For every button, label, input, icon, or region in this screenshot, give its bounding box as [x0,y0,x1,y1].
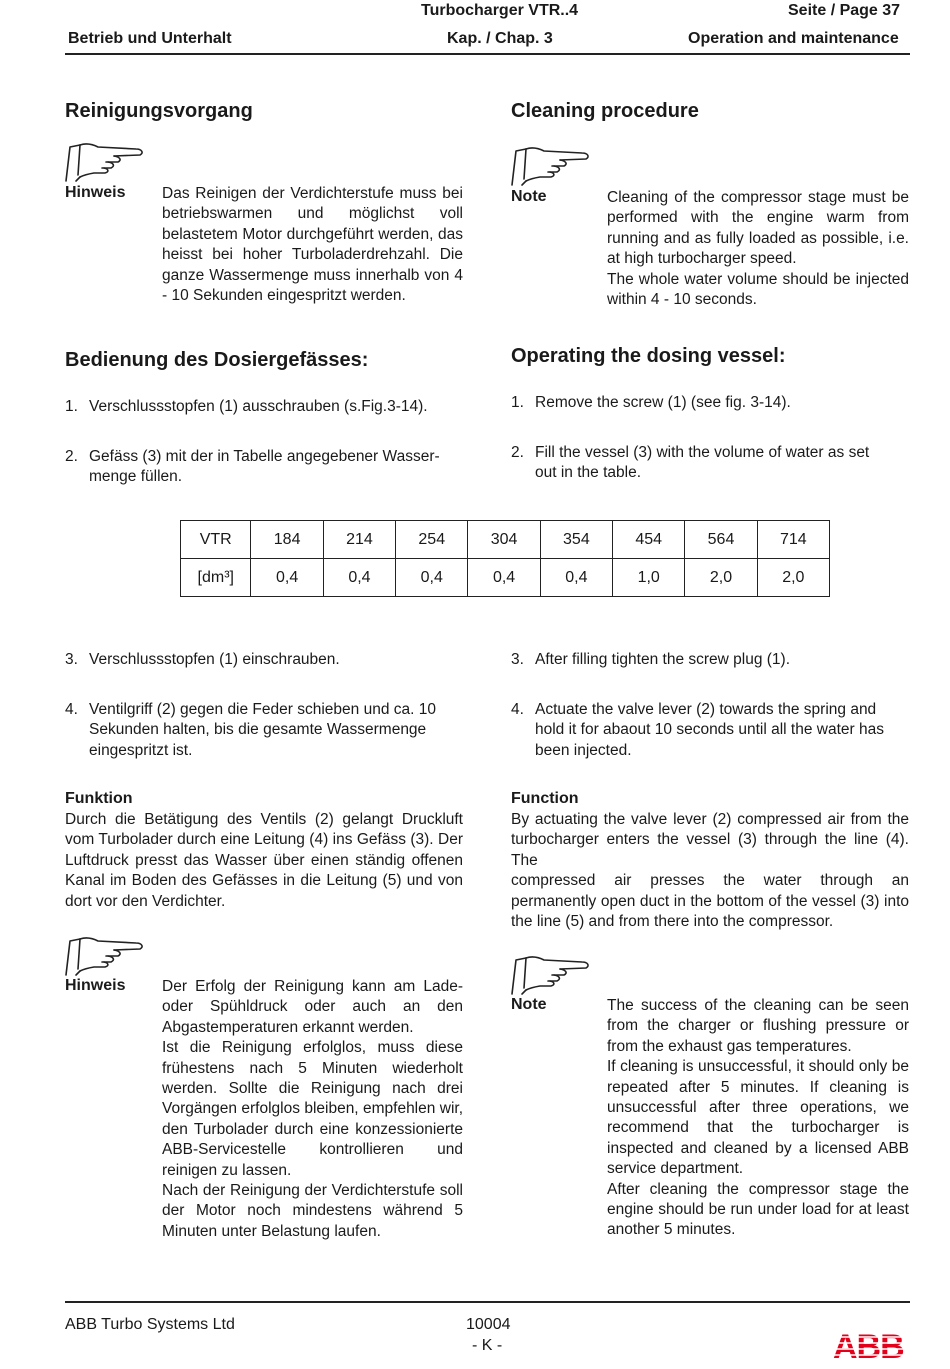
step-2-en [511,443,911,485]
heading-dosing-vessel-en: Operating the dosing vessel: [511,345,786,367]
step-1-de [65,397,465,419]
step-number: 3. [65,651,78,668]
table-cell: 254 [396,521,468,559]
water-volume-table [180,520,830,597]
table-cell: 0,4 [251,559,323,597]
table-cell: 0,4 [540,559,612,597]
heading-cleaning-procedure-en: Cleaning procedure [511,100,699,122]
step-text: Remove the screw (1) (see fig. 3-14). [535,394,791,411]
note-label: Note [511,188,547,205]
table-cell: 304 [468,521,540,559]
function-text-en: By actuating the valve lever (2) compressed air from the turbocharger enters the vessel (3) through the line (4). The compressed air presses the water through an permanently open duct in the bottom of the vessel (3) into the line (5) and from there into the compressor. [511,811,909,931]
chapter-label: Kap. / Chap. 3 [447,30,553,47]
step-text: Verschlussstopfen (1) ausschrauben (s.Fig.3-14). [89,398,428,415]
note-text-2-en: The success of the cleaning can be seen from the charger or flushing pressure or from the exhaust gas temperatures. If cleaning is unsuccessful, it should only be repeated after 5 minutes. If cleaning is unsuccessful after three operations, we recommend that the turbocharger is inspected and cleaned by a licensed ABB service department. After cleaning the compressor stage the engine should be run under load for at least another 5 minutes. [607,997,909,1239]
step-3-en [511,650,911,672]
step-2-de [65,447,465,489]
step-text: After filling tighten the screw plug (1). [535,651,791,668]
step-text: Verschlussstopfen (1) einschrauben. [89,651,340,668]
table-cell: [dm³] [181,559,251,597]
note-text-en: Cleaning of the compressor stage must be performed with the engine warm from running and as fully loaded as possible, i.e. at high turbocharger speed. The whole water volume should be injected within 4 - 10 seconds. [607,189,909,309]
pointing-hand-icon [510,954,592,996]
step-1-en [511,393,911,415]
step-number: 2. [65,448,78,465]
table-cell: 714 [757,521,829,559]
note-text-de: Das Reinigen der Verdichterstufe muss bei betriebswarmen und möglichst voll belastetem Motor durchgeführt werden, das heisst bei hoher Turboladerdrehzahl. Die ganze Wassermenge muss innerhalb von 4 - 10 Sekunden eingespritzt werden. [162,185,463,305]
svg-text:ABB: ABB [833,1329,904,1361]
step-number: 3. [511,651,524,668]
document-title: Turbocharger VTR..4 [421,2,579,19]
step-number: 4. [511,701,524,718]
heading-dosing-vessel-de: Bedienung des Dosiergefässes: [65,349,369,371]
table-cell: 354 [540,521,612,559]
step-3-de [65,650,465,672]
page-number: Seite / Page 37 [788,2,901,19]
step-text: Actuate the valve lever (2) towards the spring and hold it for abaout 10 seconds until all the water has been injected. [535,701,884,759]
pointing-hand-icon [64,141,146,183]
table-row [181,521,830,559]
header-section-de: Betrieb und Unterhalt [68,30,232,47]
abb-logo [833,1329,911,1361]
footer-doc-number: 10004 [466,1316,511,1333]
table-cell: 214 [323,521,395,559]
note-label: Hinweis [65,977,126,994]
footer-k-marker: - K - [472,1337,503,1354]
function-title-en: Function [511,790,579,807]
step-text: Fill the vessel (3) with the volume of water as set out in the table. [535,444,870,482]
step-number: 4. [65,701,78,718]
table-cell: 564 [685,521,757,559]
function-text-de: Durch die Betätigung des Ventils (2) gelangt Druckluft vom Turbolader durch eine Leitung (4) ins Gefäss (3). Der Luftdruck presst das Wasser über einen ständig offenen Kanal im Boden des Gefässes in die Leitung (5) und von dort vor den Verdichter. [65,811,463,910]
step-4-en [511,700,911,762]
pointing-hand-icon [510,145,592,187]
table-cell: 184 [251,521,323,559]
note-label: Hinweis [65,184,126,201]
footer-rule [65,1301,910,1303]
step-4-de [65,700,465,762]
table-cell: 454 [613,521,685,559]
table-cell: 0,4 [468,559,540,597]
heading-cleaning-procedure-de: Reinigungsvorgang [65,100,253,122]
table-cell: 2,0 [685,559,757,597]
table-cell: 0,4 [396,559,468,597]
table-cell: 0,4 [323,559,395,597]
function-title-de: Funktion [65,790,133,807]
table-cell: 2,0 [757,559,829,597]
step-number: 1. [65,398,78,415]
table-cell: VTR [181,521,251,559]
step-number: 2. [511,444,524,461]
table-cell: 1,0 [613,559,685,597]
step-text: Ventilgriff (2) gegen die Feder schieben und ca. 10 Sekunden halten, bis die gesamte Wassermenge eingespritzt ist. [89,701,436,759]
header-section-en: Operation and maintenance [688,30,899,47]
footer-company: ABB Turbo Systems Ltd [65,1316,235,1333]
table-row [181,559,830,597]
pointing-hand-icon [64,935,146,977]
note-text-2-de: Der Erfolg der Reinigung kann am Lade- oder Spühldruck oder auch an den Abgastemperaturen erkannt werden. Ist die Reinigung erfolglos, muss diese frühestens nach 5 Minuten wiederholt werden. Sollte die Reinigung nach drei Vorgängen erfolglos bleiben, empfehlen wir, den Turbolader durch eine konzessionierte ABB-Servicestelle kontrollieren und reinigen zu lassen. Nach der Reinigung der Verdichterstufe soll der Motor noch mindestens während 5 Minuten unter Belastung laufen. [162,978,463,1240]
step-number: 1. [511,394,524,411]
header-rule [65,53,910,55]
step-text: Gefäss (3) mit der in Tabelle angegebener Wasser- menge füllen. [89,448,440,486]
note-label: Note [511,996,547,1013]
